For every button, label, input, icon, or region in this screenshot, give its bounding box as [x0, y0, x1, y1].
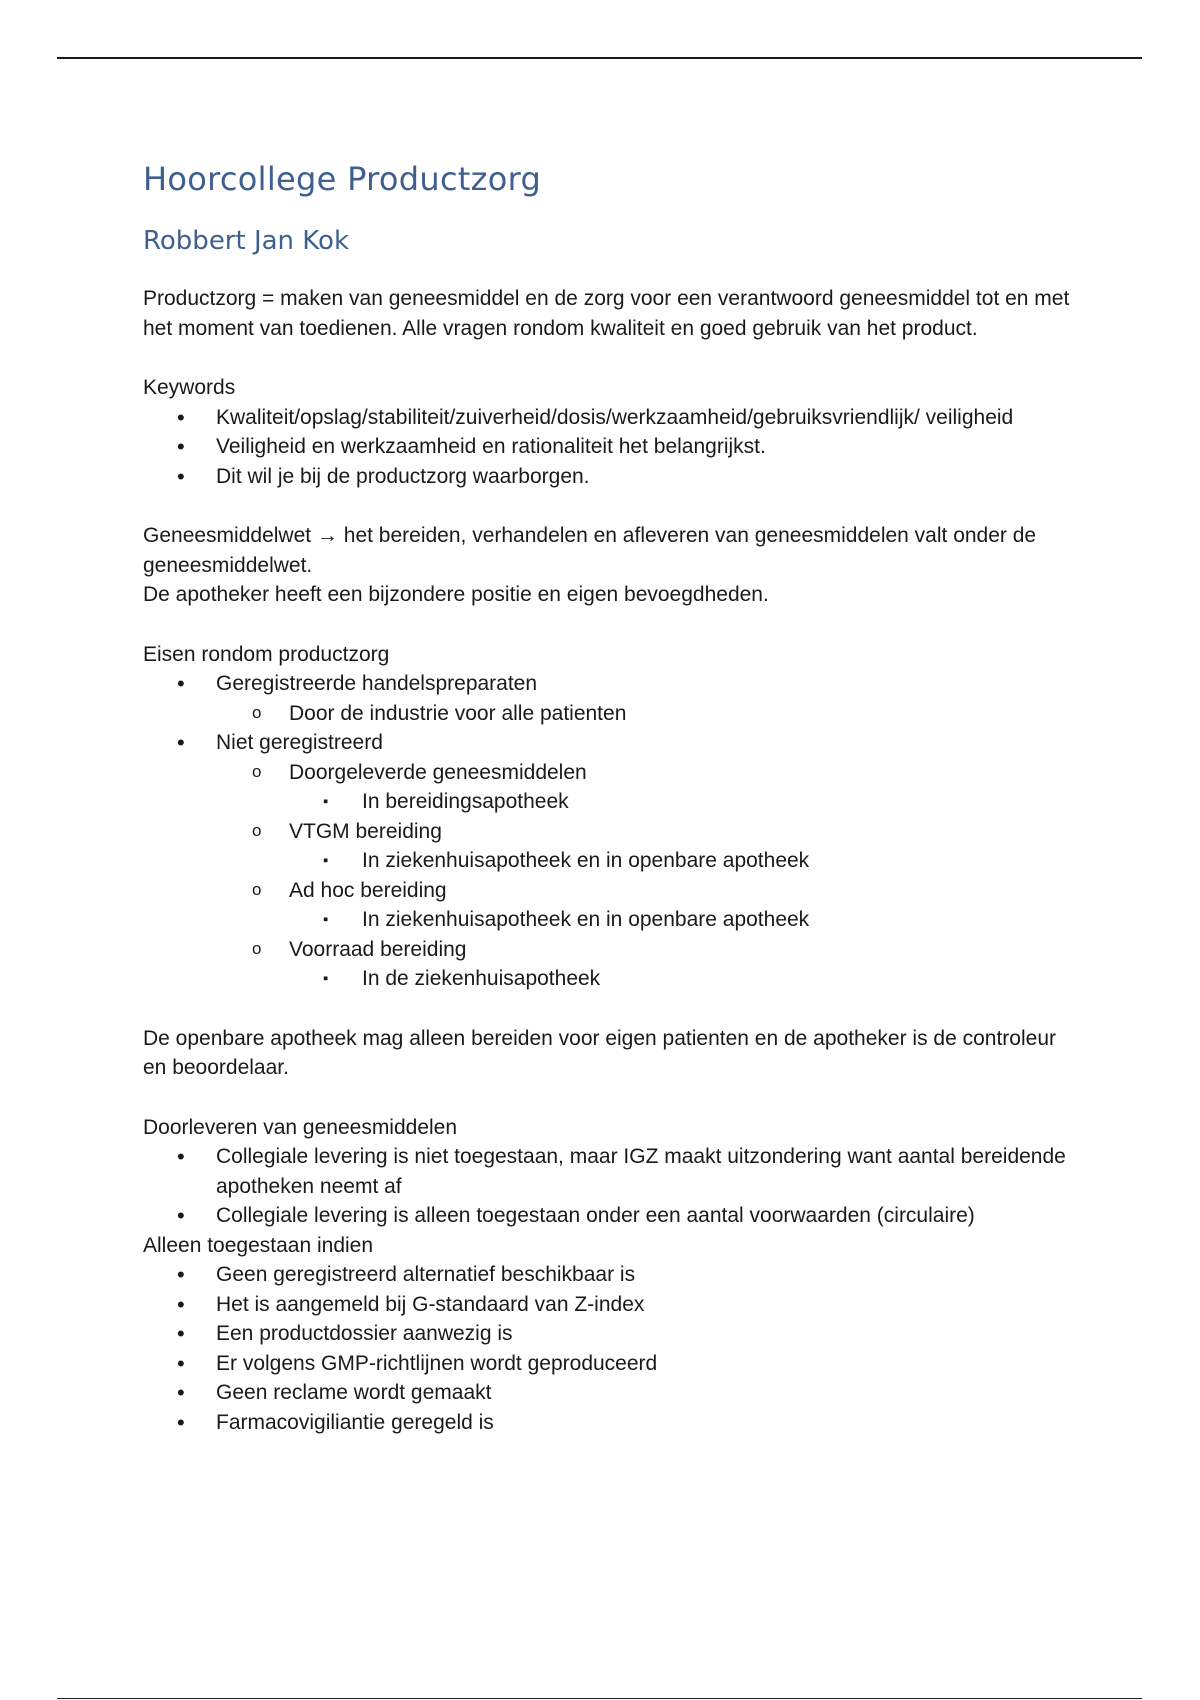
detail-list [289, 846, 1073, 876]
detail-list [289, 964, 1073, 994]
list-item: • Dit wil je bij de productzorg waarborgen. [143, 462, 1073, 492]
list-item: • Veiligheid en werkzaamheid en rationaliteit het belangrijkst. [143, 432, 1073, 462]
keywords-heading: Keywords [143, 376, 236, 399]
list-item: • Geen geregistreerd alternatief beschikbaar is [143, 1260, 1073, 1290]
detail-item: ▪ In de ziekenhuisapotheek [289, 964, 1073, 994]
sub-list-item [216, 935, 1073, 994]
list-item-label: Niet geregistreerd [216, 731, 383, 754]
detail-item: ▪ In ziekenhuisapotheek en in openbare apotheek [289, 905, 1073, 935]
eisen-list [143, 669, 1073, 994]
conditions-list [143, 1260, 1073, 1437]
sub-list-item: o Door de industrie voor alle patienten [216, 699, 1073, 729]
list-item: • Farmacovigiliantie geregeld is [143, 1408, 1073, 1438]
sub-list-item-label: Voorraad bereiding [289, 937, 467, 961]
list-item: • Collegiale levering is niet toegestaan, maar IGZ maakt uitzondering want aantal bereidende apotheken neemt af [143, 1142, 1073, 1201]
sub-list-item [216, 758, 1073, 817]
list-item-label: Geregistreerde handelspreparaten [216, 672, 538, 695]
list-item [143, 728, 1073, 994]
keywords-list [143, 403, 1073, 492]
detail-list [289, 787, 1073, 817]
list-item: • Het is aangemeld bij G-standaard van Z-index [143, 1290, 1073, 1320]
geneesmiddelwet-paragraph: Geneesmiddelwet → het bereiden, verhandelen en afleveren van geneesmiddelen valt onder de geneesmiddelwet. [143, 524, 1037, 577]
sub-list-item [216, 817, 1073, 876]
sub-list-item-label: VTGM bereiding [289, 819, 442, 843]
detail-list [289, 905, 1073, 935]
page-subtitle: Robbert Jan Kok [143, 226, 350, 256]
condition-heading: Alleen toegestaan indien [143, 1233, 374, 1257]
sub-list [216, 699, 1073, 729]
doorleveren-list [143, 1142, 1073, 1231]
list-item: • Er volgens GMP-richtlijnen wordt geproduceerd [143, 1349, 1073, 1379]
sub-list-item-label: Doorgeleverde geneesmiddelen [289, 760, 587, 784]
detail-item: ▪ In bereidingsapotheek [289, 787, 1073, 817]
header-rule [57, 57, 1142, 59]
list-item: • Collegiale levering is alleen toegestaan onder een aantal voorwaarden (circulaire) [143, 1201, 1073, 1231]
footer-rule [57, 1698, 1142, 1699]
sub-list-item [216, 876, 1073, 935]
eisen-heading: Eisen rondom productzorg [143, 642, 390, 666]
detail-item: ▪ In ziekenhuisapotheek en in openbare apotheek [289, 846, 1073, 876]
list-item: • Geen reclame wordt gemaakt [143, 1378, 1073, 1408]
page-title: Hoorcollege Productzorg [143, 160, 542, 198]
openbare-paragraph: De openbare apotheek mag alleen bereiden voor eigen patienten en de apotheker is de controleur en beoordelaar. [143, 1026, 1056, 1079]
sub-list [216, 758, 1073, 994]
sub-list-item-label: Ad hoc bereiding [289, 878, 447, 902]
document-body [143, 160, 1073, 1437]
list-item [143, 669, 1073, 728]
apotheker-paragraph: De apotheker heeft een bijzondere positie en eigen bevoegdheden. [143, 583, 769, 606]
doorleveren-heading: Doorleveren van geneesmiddelen [143, 1115, 458, 1139]
list-item: • Een productdossier aanwezig is [143, 1319, 1073, 1349]
list-item: • Kwaliteit/opslag/stabiliteit/zuiverheid/dosis/werkzaamheid/gebruiksvriendlijk/ veiligheid [143, 403, 1073, 433]
intro-paragraph: Productzorg = maken van geneesmiddel en de zorg voor een verantwoord geneesmiddel tot en met het moment van toedienen. Alle vragen rondom kwaliteit en goed gebruik van het product. [143, 287, 1070, 340]
